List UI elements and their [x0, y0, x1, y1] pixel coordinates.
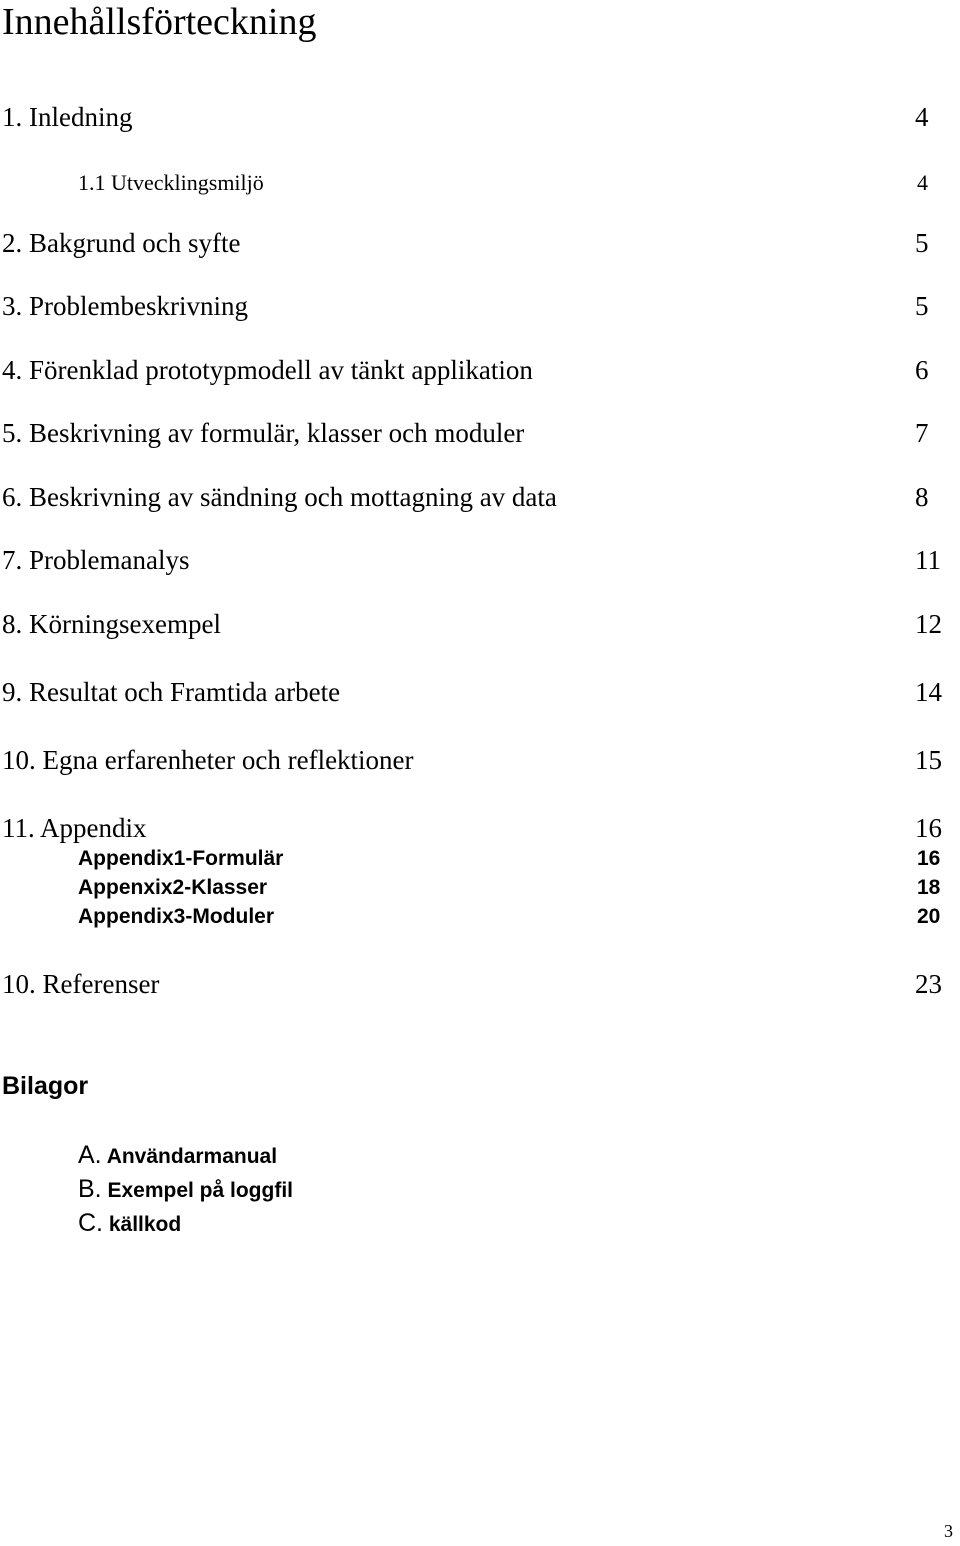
- toc-entry-page: 4: [915, 102, 929, 132]
- toc-entry: [0, 811, 960, 851]
- toc-entry-page: 8: [915, 482, 929, 512]
- toc-entry-label: 2. Bakgrund och syfte: [2, 228, 241, 258]
- toc-entry-label: 7. Problemanalys: [2, 545, 190, 575]
- toc-entry-label: Appenxix2-Klasser: [78, 876, 268, 899]
- toc-entry-page: 15: [915, 745, 942, 775]
- attachment-item: [78, 1140, 277, 1172]
- toc-entry-label: 9. Resultat och Framtida arbete: [2, 677, 341, 707]
- toc-entry-label: 5. Beskrivning av formulär, klasser och moduler: [2, 418, 525, 448]
- attachment-letter: A.: [78, 1141, 102, 1169]
- toc-entry-label: 11. Appendix: [2, 813, 147, 843]
- attachment-letter: B.: [78, 1175, 102, 1203]
- toc-entry-label: 10. Egna erfarenheter och reflektioner: [2, 745, 414, 775]
- toc-entry: [0, 353, 960, 393]
- toc-entry: [0, 967, 960, 1007]
- toc-entry-page: 20: [917, 905, 941, 928]
- attachment-text: Användarmanual: [106, 1145, 278, 1168]
- toc-entry-page: 23: [915, 969, 942, 999]
- toc-entry: [0, 480, 960, 520]
- toc-entry: [0, 904, 960, 944]
- toc-entry: [0, 226, 960, 266]
- toc-entry: [0, 100, 960, 140]
- toc-entry-page: 4: [917, 170, 928, 195]
- toc-entry-page: 18: [917, 876, 941, 899]
- attachment-letter: C.: [78, 1209, 103, 1237]
- toc-entry-page: 14: [915, 677, 942, 707]
- toc-entry: [0, 743, 960, 783]
- toc-entry-label: 1. Inledning: [2, 102, 133, 132]
- attachment-item: [78, 1174, 293, 1206]
- toc-entry: [0, 169, 960, 209]
- toc-entry-page: 12: [915, 609, 942, 639]
- toc-entry: [0, 607, 960, 647]
- toc-entry: [0, 289, 960, 329]
- toc-entry-label: 6. Beskrivning av sändning och mottagning av data: [2, 482, 557, 512]
- toc-entry-label: 3. Problembeskrivning: [2, 291, 248, 321]
- toc-entry-page: 6: [915, 355, 929, 385]
- toc-entry-page: 5: [915, 228, 929, 258]
- toc-entry-label: 10. Referenser: [2, 969, 160, 999]
- attachment-text: Exempel på loggfil: [107, 1179, 294, 1202]
- page-number: 3: [944, 1521, 953, 1541]
- toc-entry-label: Appendix3-Moduler: [78, 905, 275, 928]
- toc-entry-page: 16: [915, 813, 942, 843]
- attachments-heading: Bilagor: [2, 1072, 89, 1100]
- toc-entry-label: Appendix1-Formulär: [78, 847, 284, 870]
- toc-entry-page: 16: [917, 847, 941, 870]
- page-title: Innehållsförteckning: [2, 1, 317, 43]
- toc-entry-label: 1.1 Utvecklingsmiljö: [78, 170, 264, 195]
- attachment-item: [78, 1208, 181, 1240]
- attachment-text: källkod: [108, 1213, 182, 1236]
- toc-entry: [0, 416, 960, 456]
- toc-entry-page: 7: [915, 418, 929, 448]
- toc-entry-page: 5: [915, 291, 929, 321]
- toc-entry: [0, 675, 960, 715]
- toc-entry: [0, 543, 960, 583]
- toc-entry-page: 11: [915, 545, 941, 575]
- toc-entry-label: 4. Förenklad prototypmodell av tänkt applikation: [2, 355, 533, 385]
- toc-entry-label: 8. Körningsexempel: [2, 609, 221, 639]
